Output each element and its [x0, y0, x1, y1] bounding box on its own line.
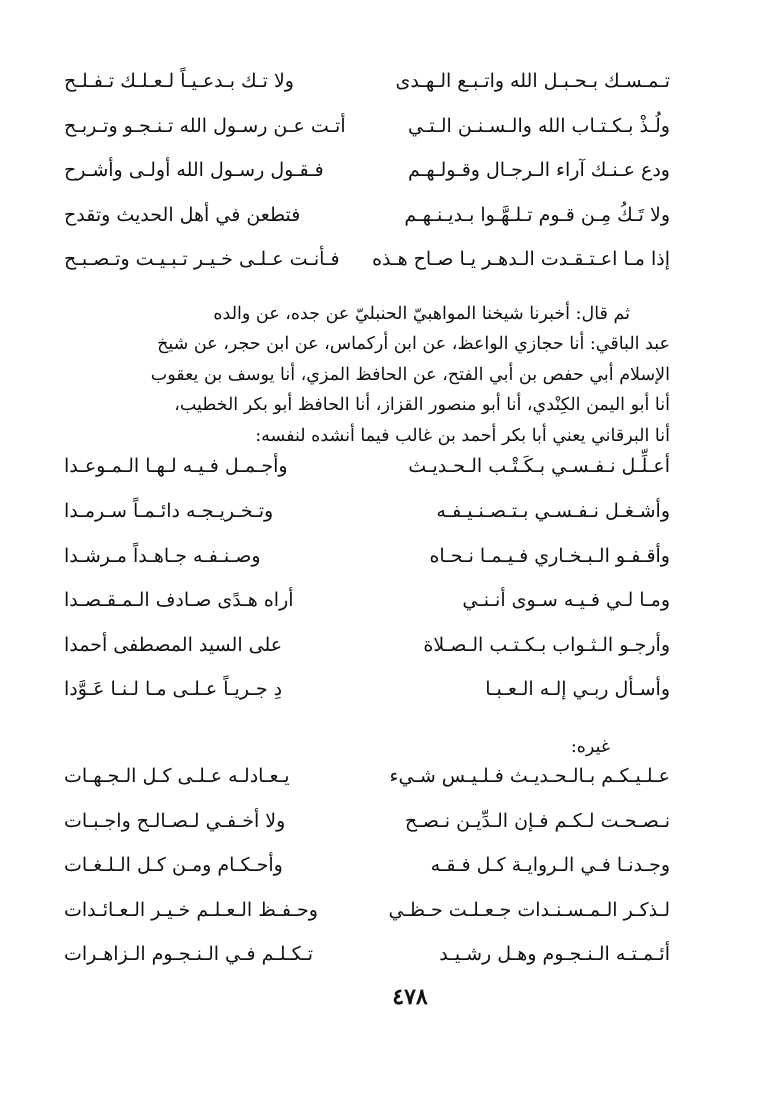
verse-second-half: ولا تـك بـدعـيـاً لـعـلـك تـفـلـح [64, 70, 294, 92]
verse-first-half: وأقـفـو الـبـخـاري فـيـمـا نـحـاه [429, 544, 670, 567]
verse-first-half: تـمـسـك بـحـبـل الله واتـبـع الـهـدى [395, 70, 670, 92]
poem-2 [64, 455, 670, 723]
verse-row [64, 943, 670, 988]
verse-second-half: أراه هـدًى صـادف الـمـقـصـدا [64, 589, 294, 612]
verse-first-half: نـصـحـت لـكـم فـإن الـدِّيـن نـصـح [404, 809, 670, 832]
verse-first-half: إذا مـا اعـتـقـدت الـدهـر يـا صـاح هـذه [372, 248, 670, 271]
prose-line: ثم قال: أخبرنا شيخنا المواهبيّ الحنبليّ عن جده، عن والده [213, 303, 630, 324]
verse-second-half: تـكـلـم فـي الـنـجـوم الـزاهـرات [64, 943, 313, 966]
poem-1 [64, 70, 670, 293]
verse-first-half: لـذكـر الـمـسـنـدات جـعـلـت حـظـي [388, 898, 670, 921]
verse-row [64, 204, 670, 249]
verse-row [64, 589, 670, 634]
verse-row [64, 115, 670, 160]
verse-first-half: وأسـأل ربـي إلـه الـعـبـا [485, 678, 670, 701]
verse-second-half: ولا أخـفـي لـصـالـح واجـبـات [64, 809, 286, 832]
prose-line: عبد الباقي: أنا حجازي الواعظ، عن ابن أركماس، عن ابن حجر، عن شيخ [157, 334, 670, 355]
verse-second-half: وحـفـظ الـعـلـم خـيـر الـعـائـدات [64, 898, 318, 921]
verse-row [64, 159, 670, 204]
verse-row [64, 634, 670, 679]
verse-second-half: يـعـادلـه عـلـى كـل الـجـهـات [64, 765, 290, 788]
verse-first-half: ودع عـنـك آراء الـرجـال وقـولـهـم [407, 159, 670, 182]
verse-second-half: وأحـكـام ومـن كـل الـلـغـات [64, 854, 283, 877]
section-heading-other: غيره: [570, 737, 610, 758]
verse-row [64, 500, 670, 545]
verse-first-half: وجـدنـا فـي الـروايـة كـل فـقـه [430, 854, 670, 877]
prose-line: أنا أبو اليمن الكِنْدي، أنا أبو منصور القزاز، أنا الحافظ أبو بكر الخطيب، [174, 395, 670, 416]
poem-3 [64, 765, 670, 988]
page-number: ٤٧٨ [392, 984, 428, 1010]
verse-second-half: على السيد المصطفى أحمدا [64, 633, 283, 656]
verse-first-half: ومـا لـي فـيـه سـوى أنـنـي [462, 589, 670, 612]
isnad-paragraph [64, 299, 670, 452]
verse-row [64, 455, 670, 500]
book-page [64, 70, 670, 988]
verse-row [64, 810, 670, 855]
verse-first-half: ولُـذْ بـكـتـاب الله والـسـنـن الـتـي [408, 114, 670, 137]
verse-second-half: وصـنـفـه جـاهـداً مـرشـدا [64, 544, 261, 567]
verse-second-half: فتطعن في أهل الحديث وتقدح [64, 203, 301, 226]
prose-line: الإسلام أبي حفص بن أبي الفتح، عن الحافظ المزي، أنا يوسف بن يعقوب [150, 364, 670, 385]
verse-row [64, 765, 670, 810]
verse-row [64, 248, 670, 293]
verse-first-half: عـلـيـكـم بـالـحـديـث فـلـيـس شـيء [389, 765, 670, 788]
verse-row [64, 854, 670, 899]
verse-first-half: وأرجـو الـثـواب بـكـتـب الـصـلاة [423, 633, 670, 656]
verse-row [64, 70, 670, 115]
verse-second-half: فـأنـت عـلـى خـيـر تـبـيـت وتـصـبـح [64, 248, 340, 271]
verse-first-half: ولا تَـكُ مِـن قـوم تـلـهَّـوا بـديـنـهـم [404, 203, 670, 226]
verse-first-half: أئـمـتـه الـنـجـوم وهـل رشـيـد [439, 943, 670, 966]
verse-second-half: أتـت عـن رسـول الله تـنـجـو وتـربـح [64, 114, 346, 137]
verse-row [64, 678, 670, 723]
verse-second-half: وتـخـريـجـه دائـمـاً سـرمـدا [64, 500, 274, 523]
verse-second-half: وأجـمـل فـيـه لـهـا الـمـوعـدا [64, 455, 288, 478]
verse-row [64, 899, 670, 944]
verse-second-half: دِ جـريـاً عـلـى مـا لـنـا عَـوَّدا [64, 678, 283, 701]
verse-first-half: أعـلِّـل نـفـسـي بـكَـتْـب الـحـديـث [408, 455, 670, 478]
verse-row [64, 545, 670, 590]
verse-first-half: وأشـغـل نـفـسـي بـتـصـنـيـفـه [436, 500, 670, 523]
prose-line: أنا البرقاني يعني أبا بكر أحمد بن غالب فيما أنشده لنفسه: [255, 425, 670, 446]
verse-second-half: فـقـول رسـول الله أولـى وأشـرح [64, 159, 324, 182]
